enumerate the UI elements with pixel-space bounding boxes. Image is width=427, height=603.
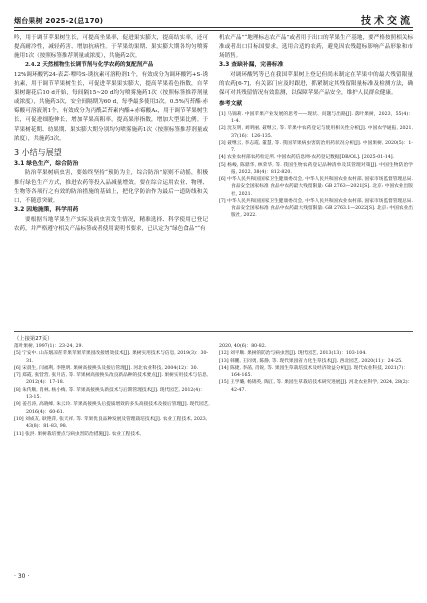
left-column xyxy=(14,34,208,234)
paragraph: 12%调环酸钙24-表芸·嘌呤S-诱抗素可溶粉剂1个，有效成分为调环酸钙+S-诱抗素，用于调节苹果树生长，可促进苹果果实膨大，提高苹果着色指数，自苹果树谢花后10 d开始，每间隔15~20 d均匀喷雾施药1次（按照标签推荐剂量或浓度），共施药3次，安全间隔期为60 d，每季最多使用3次。0.5%丙苔酯·赤霉酸可溶液剂1个，有效成分为丙酰芸苔素内酯+赤霉酸A₃，用于调节苹果树生长，可促进细胞伸长，增加苹果高粗率，提高果形指数，增加大型果比例。于苹果树花期、幼果期、果实膨大期分别均匀喷雾施药1次（按照标签推荐剂量或浓度），共施药3次。 xyxy=(14,71,208,142)
reference-item: [6] 宋晨生, 闫福利, 李艳明. 果树高接换头及接后管理[J]. 河北农业科技, 2004(12)：30. xyxy=(14,365,199,371)
paragraph: 机农产品”“地理标志农产品”或者用于出口的苹果生产基地，要严格按照相关标准或者出口目标国要求，选用合适的农药，避免因农残超标影响产品形象和市场销售。 xyxy=(219,35,413,60)
reference-item: [7] 中华人民共和国国家卫生健康委员会, 中华人民共和国农业农村部, 国家市场监督管理总局. 食品安全国家标准 食品中农药最大残留限量: GB 2763.1—2022[S]. 北京: 中国农业出版社, 2022. xyxy=(219,198,413,219)
reference-item: [9] 姜召涛, 高晓峰, 朱云玲. 苹果高接换头后提质增效的多头高接技术及接后管理[J]. 现代园艺, 2016(4)：60-61. xyxy=(14,402,210,415)
subheading-3-3: 3.3 查缺补漏，完善标准 xyxy=(219,62,284,69)
references-title: 参考文献 xyxy=(219,101,243,108)
reference-item: [5] 宁安中. 山东烟凉茬苹果苹果苹果园改接增效技术[J]. 果树实用技术与信息, 2019(3)：30-31. xyxy=(14,351,209,364)
journal-header: 烟台果树 2025-2(总170) xyxy=(14,17,104,25)
continuation-title: （上接第27页） xyxy=(14,336,53,342)
paragraph: 吟，用于调节苹果树生长，可提高坐果率，促进果实膨大，提高结实率，还可提高耐冷性，减轻药害、增加抗病性。于苹果幼果期、果实膨大期各均匀喷雾施用1次（按照标签推荐剂量或浓度），共施药2次。 xyxy=(14,35,208,60)
page-number: · 30 · xyxy=(14,573,30,580)
paragraph xyxy=(14,61,208,70)
subheading-3-1: 3.1 绿色生产，综合防治 xyxy=(14,160,79,167)
reference-item: [13] 韩鹏, 王同勇, 陈静, 等. 现代果园省力化生草技术[J]. 西北园艺, 2020(11)：24-25. xyxy=(219,358,403,364)
reference-item: [5] 杨峻, 陈鼎华, 林荣华, 等. 我国生物农药登记品种清单及其管理对策[J]. 中国生物防治学报, 2022, 38(4)：812-820. xyxy=(219,162,413,175)
reference-item: [14] 陈捷, 李菡, 肖锐, 等. 果园生草栽培技术及经济效益分析[J]. 现代农业科技, 2021(7)：164-165. xyxy=(219,365,409,379)
reference-item: [7] 郑霞, 张营营, 张月洁, 等. 苹果树高接换头改良新品种的技术要点[J]. 果树实用技术与信息, 2012(4)：17-18. xyxy=(14,373,209,386)
section-title: 技术交流 xyxy=(361,16,413,27)
reference-item: [15] 王学璐, 杨锦英, 陶江, 等. 果园生草栽培技术研究进展[J]. 河北农业科学, 2024, 28(2)：42-47. xyxy=(219,380,413,393)
subheading-3-2: 3.2 因地施策，科学用药 xyxy=(14,207,79,213)
reference-item: [3] 聂继云, 李志霞, 董慧, 等. 我国苹果病虫害防治用药状况分析[J]. 中国果树, 2020(5)：1-7. xyxy=(219,140,413,154)
continuation-rule xyxy=(14,331,413,332)
subheading-2-4-2: 2.4.2 天然植物生长调节剂与化学农药的复配剂产品 xyxy=(25,62,154,69)
paragraph: 防治苹果树病虫害，要始终坚持“预防为主，综合防治”原则不动摇，积极推行绿色生产方式，推进农药等投入品减量增效。要在综合运用农业、物理、生物等各项行之有效的防治措施的基础上，把化学防治作为最后一道防线和关口，不随意突破。 xyxy=(14,170,208,204)
reference-item: [4] 农业农村部农药检定所. 中国农药信息网-农药登记数据[DB/OL]. [2025-01-14]. xyxy=(219,155,395,161)
reference-item: 2020, 40(6)：80-82. xyxy=(219,344,267,349)
reference-item: [12] 刘平顺. 果树的防治与病虫害[J]. 现代园艺, 2013(13)：103-104. xyxy=(219,351,367,357)
paragraph: 要根据当地苹果生产实际及病虫害发生情况，精准选择、科学使用已登记农药，并严格遵守相关产品标签或者使用说明书要求，已认定为“绿色食品”“有 xyxy=(14,216,208,232)
reference-item: [8] 朱传顺, 肖林, 杨小梅, 等. 苹果高接换头新技术与后期管理技术[J]. 现代园艺, 2012(4)：13-15. xyxy=(14,387,205,401)
header-rule-thin xyxy=(14,30,413,31)
section-heading-3: 3 小结与展望 xyxy=(14,147,62,157)
continued-refs-right xyxy=(219,343,415,394)
continued-refs-left xyxy=(14,343,210,438)
reference-item: [10] 刘成友, 耿艳萍, 张天祥, 等. 苹果优良品种发展及管理栽培技术[J]. 农业工程技术, 2023, 43(8)：81-83, 98. xyxy=(14,416,208,430)
right-column xyxy=(219,34,413,220)
reference-item: [1] 马锦莉. 中国苹果产业发展的思考——现状、问题与出路[J]. 落叶果树，2023，55(4)：1-4. xyxy=(219,111,413,125)
paragraph: 对调环酸钙等已在我国苹果树上登记但尚未制定在苹果中的最大残留限量的农药[6-7]，有关部门应及时跟进，抓紧制定其残留限量标准及检测方法，确保可对其残留情况有效监测，以保障苹果产品安全，维护人民群众健康。 xyxy=(219,71,413,97)
reference-item: [6] 中华人民共和国国家卫生健康委员会, 中华人民共和国农业农村部, 国家市场监督管理总局. 食品安全国家标准 食品中农药最大残留限量: GB 2763—2021[S]. 北京: 中国农业出版社, 2021. xyxy=(219,177,413,197)
header-rule xyxy=(14,27,413,28)
reference-item: [2] 沈友明, 刘明丽, 聂继云, 等. 苹果中农药登记与使用相关性分析[J]. 中国农学通报, 2021, 37(16)：126-135. xyxy=(219,126,413,139)
reference-item: 落叶果树, 1997(1)：23-24, 29. xyxy=(14,344,83,349)
reference-item: [11] 张洪. 果树栽培要点与病虫害防治措施[J]. 农业工程技术, xyxy=(14,431,142,437)
